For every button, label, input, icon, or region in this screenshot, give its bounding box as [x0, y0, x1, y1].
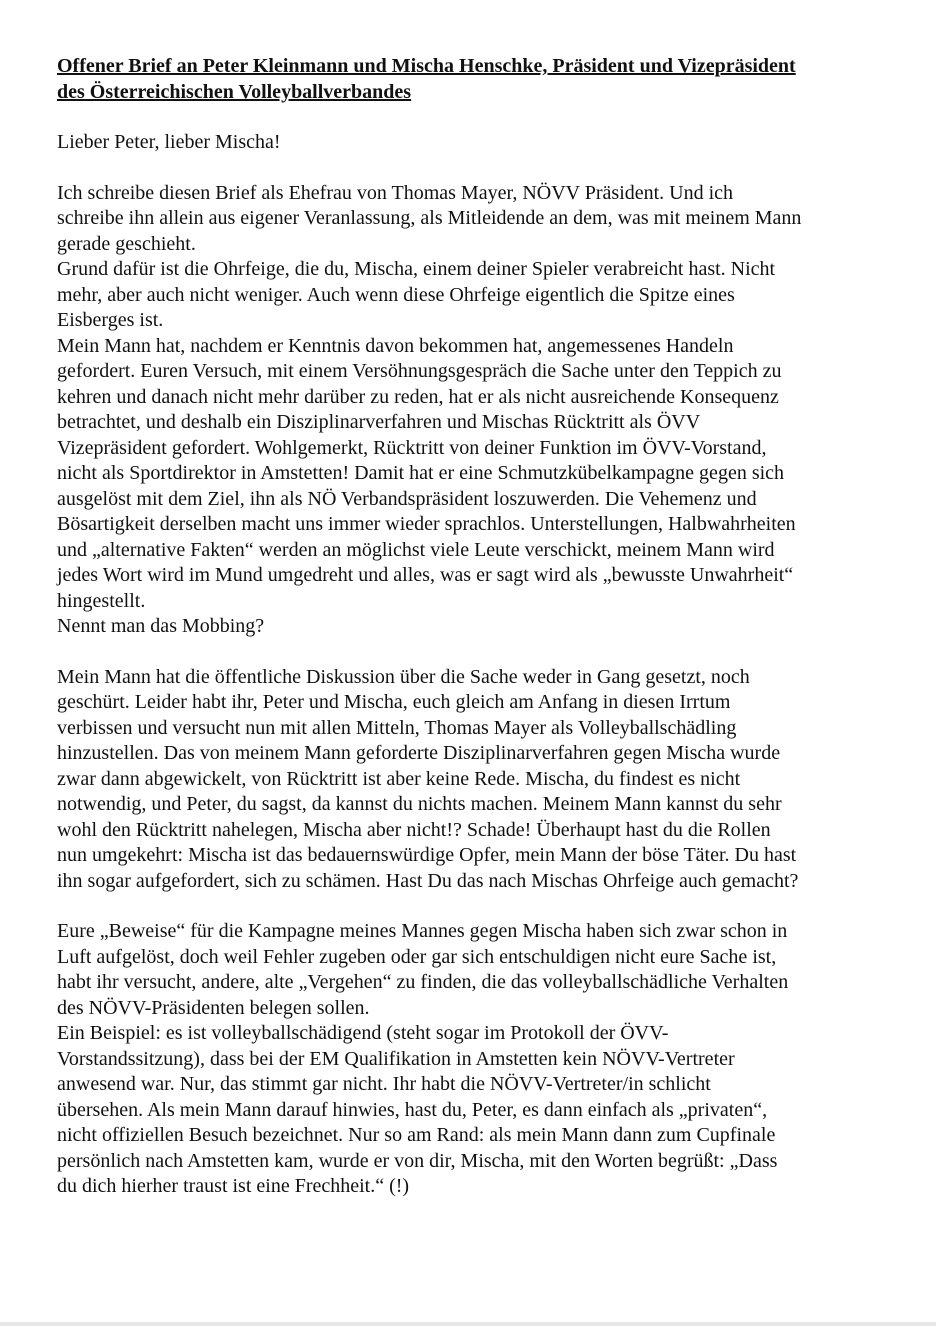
text-line: verbissen und versucht nun mit allen Mitteln, Thomas Mayer als Volleyballschädling — [57, 716, 737, 739]
text-line: anwesend war. Nur, das stimmt gar nicht. Ihr habt die NÖVV-Vertreter/in schlicht — [57, 1073, 711, 1095]
text-line: übersehen. Als mein Mann darauf hinwies, hast du, Peter, es dann einfach als „privaten“, — [57, 1098, 768, 1121]
page-bottom-edge — [0, 1322, 936, 1326]
text-line: hinzustellen. Das von meinem Mann geforderte Disziplinarverfahren gegen Mischa wurde — [57, 742, 781, 764]
text-line: geschürt. Leider habt ihr, Peter und Mischa, euch gleich am Anfang in diesen Irrtum — [57, 691, 731, 713]
text-line: des NÖVV-Präsidenten belegen sollen. — [57, 996, 370, 1019]
text-line: wohl den Rücktritt nahelegen, Mischa aber nicht!? Schade! Überhaupt hast du die Rollen — [57, 818, 771, 841]
text-line: persönlich nach Amstetten kam, wurde er von dir, Mischa, mit den Worten begrüßt: „Dass — [57, 1149, 778, 1172]
text-line: nicht offiziellen Besuch bezeichnet. Nur so am Rand: als mein Mann dann zum Cupfinale — [57, 1124, 776, 1146]
text-line: Ich schreibe diesen Brief als Ehefrau von Thomas Mayer, NÖVV Präsident. Und ich — [57, 181, 734, 204]
salutation: Lieber Peter, lieber Mischa! — [57, 131, 281, 153]
text-line: jedes Wort wird im Mund umgedreht und alles, was er sagt wird als „bewusste Unwahrheit“ — [57, 564, 794, 586]
text-line: Luft aufgelöst, doch weil Fehler zugeben oder gar sich entschuldigen nicht eure Sache ist, — [57, 945, 777, 968]
text-line: ihn sogar aufgefordert, sich zu schämen. Hast Du das nach Mischas Ohrfeige auch gemacht? — [57, 869, 799, 892]
title-line: des Österreichischen Volleyballverbandes — [57, 80, 412, 103]
text-line: Eure „Beweise“ für die Kampagne meines Mannes gegen Mischa haben sich zwar schon in — [57, 920, 788, 942]
text-line: und „alternative Fakten“ werden an möglichst viele Leute verschickt, meinem Mann wird — [57, 538, 775, 561]
text-line: Bösartigkeit derselben macht uns immer wieder sprachlos. Unterstellungen, Halbwahrheiten — [57, 513, 796, 535]
text-line: nicht als Sportdirektor in Amstetten! Damit hat er eine Schmutzkübelkampagne gegen sich — [57, 462, 785, 484]
text-line: betrachtet, und deshalb ein Disziplinarverfahren und Mischas Rücktritt als ÖVV — [57, 411, 701, 433]
text-line: Grund dafür ist die Ohrfeige, die du, Mischa, einem deiner Spieler verabreicht hast. Nicht — [57, 258, 776, 280]
text-line: Eisberges ist. — [57, 309, 164, 331]
text-line: schreibe ihn allein aus eigener Veranlassung, als Mitleidende an dem, was mit meinem Mann — [57, 207, 802, 229]
letter-body — [57, 54, 887, 1225]
paragraph-1 — [57, 181, 887, 640]
text-line: ausgelöst mit dem Ziel, ihn als NÖ Verbandspräsident loszuwerden. Die Vehemenz und — [57, 487, 757, 510]
paragraph-2 — [57, 665, 887, 895]
text-line: Mein Mann hat die öffentliche Diskussion über die Sache weder in Gang gesetzt, noch — [57, 665, 750, 688]
text-line: mehr, aber auch nicht weniger. Auch wenn diese Ohrfeige eigentlich die Spitze eines — [57, 283, 735, 306]
text-line: nun umgekehrt: Mischa ist das bedauernswürdige Opfer, mein Mann der böse Täter. Du hast — [57, 844, 797, 866]
text-line: gerade geschieht. — [57, 232, 196, 255]
text-line: kehren und danach nicht mehr darüber zu reden, hat er als nicht ausreichende Konsequenz — [57, 385, 779, 408]
text-line: Ein Beispiel: es ist volleyballschädigend (steht sogar im Protokoll der ÖVV- — [57, 1022, 669, 1044]
text-line: zwar dann abgewickelt, von Rücktritt ist aber keine Rede. Mischa, du findest es nicht — [57, 767, 741, 790]
letter-title — [57, 54, 887, 105]
text-line: gefordert. Euren Versuch, mit einem Versöhnungsgespräch die Sache unter den Teppich zu — [57, 360, 782, 382]
text-line: Nennt man das Mobbing? — [57, 615, 265, 637]
title-line: Offener Brief an Peter Kleinmann und Mischa Henschke, Präsident und Vizepräsident — [57, 55, 796, 77]
text-line: Vizepräsident gefordert. Wohlgemerkt, Rücktritt von deiner Funktion im ÖVV-Vorstand, — [57, 436, 767, 459]
paragraph-3 — [57, 919, 887, 1200]
text-line: habt ihr versucht, andere, alte „Vergehen“ zu finden, die das volleyballschädliche Verhalten — [57, 971, 789, 993]
text-line: hingestellt. — [57, 589, 146, 612]
text-line: notwendig, und Peter, du sagst, da kannst du nichts machen. Meinem Mann kannst du sehr — [57, 793, 782, 815]
text-line: du dich hierher traust ist eine Frechheit.“ (!) — [57, 1175, 410, 1197]
text-line: Mein Mann hat, nachdem er Kenntnis davon bekommen hat, angemessenes Handeln — [57, 334, 734, 357]
text-line: Vorstandssitzung), dass bei der EM Qualifikation in Amstetten kein NÖVV-Vertreter — [57, 1047, 735, 1070]
